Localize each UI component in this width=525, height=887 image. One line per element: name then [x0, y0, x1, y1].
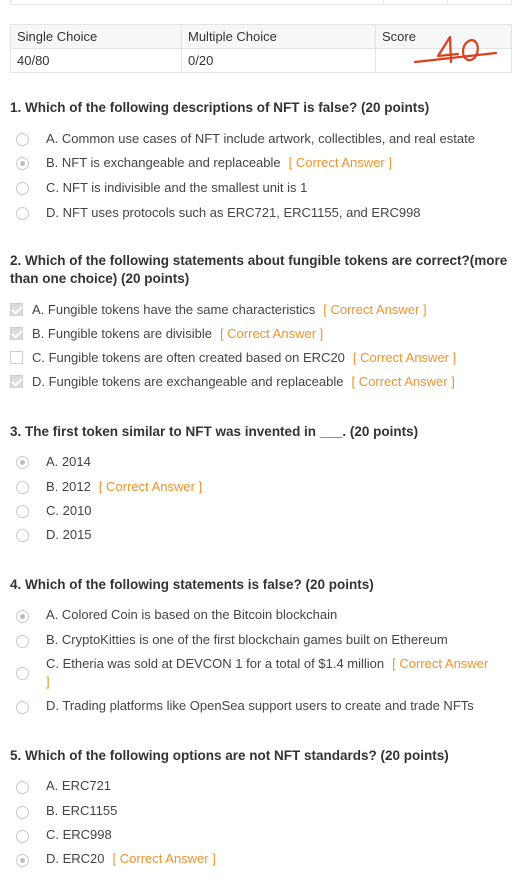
radio-button-selected[interactable] [16, 854, 29, 867]
option-label: A. 2014 [46, 454, 91, 469]
radio-button[interactable] [16, 781, 29, 794]
option-label: C. 2010 [46, 503, 92, 518]
option-label: B. CryptoKitties is one of the first blockchain games built on Ethereum [46, 632, 448, 647]
option-label: D. ERC20 [46, 851, 105, 866]
checkbox-checked[interactable] [10, 303, 23, 316]
option-label: D. Trading platforms like OpenSea support users to create and trade NFTs [46, 698, 474, 713]
radio-button[interactable] [16, 701, 29, 714]
multiple-choice-score: 0/20 [182, 49, 376, 73]
question-title: 5. Which of the following options are not NFT standards? (20 points) [10, 748, 449, 763]
header-multiple-choice: Multiple Choice [182, 25, 376, 49]
correct-answer-tag: [ Correct Answer ] [323, 302, 427, 317]
option-label: A. Fungible tokens have the same characteristics [32, 302, 316, 317]
option-label: B. 2012 [46, 479, 91, 494]
question-title: 1. Which of the following descriptions of NFT is false? (20 points) [10, 100, 430, 115]
radio-button-selected[interactable] [16, 610, 29, 623]
radio-button[interactable] [16, 529, 29, 542]
header-score: Score [376, 25, 512, 49]
radio-button[interactable] [16, 505, 29, 518]
option-label: C. Fungible tokens are often created based on ERC20 [32, 350, 345, 365]
question-title: 4. Which of the following statements is false? (20 points) [10, 577, 374, 592]
radio-button[interactable] [16, 635, 29, 648]
question-title-line-2: than one choice) (20 points) [10, 271, 190, 286]
option-label: B. Fungible tokens are divisible [32, 326, 212, 341]
checkbox[interactable] [10, 351, 23, 364]
radio-button[interactable] [16, 830, 29, 843]
correct-answer-tag: [ Correct Answer [392, 656, 489, 671]
option-label: B. ERC1155 [46, 803, 118, 818]
question-title: 3. The first token similar to NFT was invented in ___. (20 points) [10, 424, 419, 439]
option-label: A. ERC721 [46, 778, 112, 793]
question-title-line-1: 2. Which of the following statements about fungible tokens are correct?(more [10, 253, 508, 268]
radio-button[interactable] [16, 207, 29, 220]
option-label: D. Fungible tokens are exchangeable and replaceable [32, 374, 344, 389]
correct-answer-tag: [ Correct Answer ] [352, 350, 457, 365]
option-label: C. ERC998 [46, 827, 112, 842]
correct-answer-tag: [ Correct Answer ] [288, 155, 392, 170]
option-label: D. NFT uses protocols such as ERC721, ERC1155, and ERC998 [46, 205, 421, 220]
question-5 [10, 747, 515, 765]
checkbox-checked[interactable] [10, 327, 23, 340]
correct-answer-tag-wrap: ] [46, 674, 50, 689]
radio-button[interactable] [16, 182, 29, 195]
radio-button[interactable] [16, 667, 29, 680]
handwritten-score-40 [410, 32, 505, 76]
correct-answer-tag: [ Correct Answer ] [219, 326, 324, 341]
radio-button[interactable] [16, 133, 29, 146]
divider [383, 0, 384, 4]
radio-button-selected[interactable] [16, 157, 29, 170]
option-label: C. NFT is indivisible and the smallest unit is 1 [46, 180, 308, 195]
correct-answer-tag: [ Correct Answer ] [98, 479, 203, 494]
single-choice-score: 40/80 [11, 49, 182, 73]
option-label: D. 2015 [46, 527, 92, 542]
radio-button[interactable] [16, 806, 29, 819]
option-label: B. NFT is exchangeable and replaceable [46, 155, 281, 170]
question-2 [10, 252, 515, 288]
option-label: C. Etheria was sold at DEVCON 1 for a total of $1.4 million [46, 656, 385, 671]
radio-button[interactable] [16, 481, 29, 494]
question-4 [10, 576, 515, 594]
checkbox-checked[interactable] [10, 375, 23, 388]
radio-button-selected[interactable] [16, 456, 29, 469]
option-label: A. Colored Coin is based on the Bitcoin blockchain [46, 607, 338, 622]
previous-table-bottom [10, 0, 512, 5]
correct-answer-tag: [ Correct Answer ] [112, 851, 216, 866]
header-single-choice: Single Choice [11, 25, 182, 49]
divider [447, 0, 448, 4]
correct-answer-tag: [ Correct Answer ] [351, 374, 455, 389]
question-1 [10, 99, 515, 117]
option-label: A. Common use cases of NFT include artwork, collectibles, and real estate [46, 131, 475, 146]
question-3 [10, 423, 515, 441]
